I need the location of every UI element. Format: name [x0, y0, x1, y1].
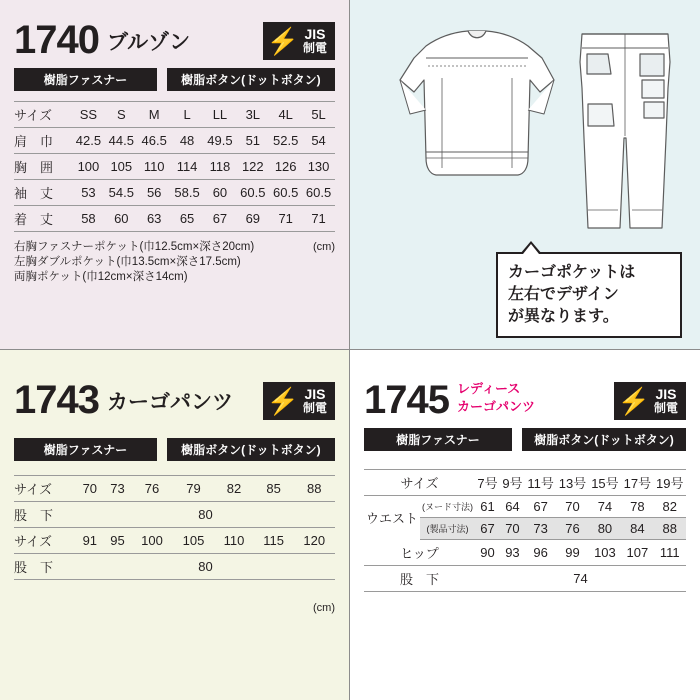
table-row: [14, 180, 335, 206]
pocket-notes-1740: [14, 240, 335, 285]
product-panel-1743: [0, 350, 350, 700]
row-label: サイズ: [14, 102, 72, 128]
cell: 105: [173, 528, 214, 554]
cell: 5L: [302, 102, 335, 128]
cell: 88: [654, 518, 686, 540]
cell: 48: [171, 128, 204, 154]
cell: 73: [525, 518, 556, 540]
jis-antistatic-badge: [263, 382, 335, 420]
product-name: カーゴパンツ: [106, 391, 233, 414]
cell: 100: [72, 154, 105, 180]
cell: 58: [72, 206, 105, 232]
illustration-panel: [350, 0, 700, 350]
callout-line-1: カーゴポケットは: [508, 264, 636, 281]
cell: 52.5: [269, 128, 302, 154]
cell: 107: [621, 540, 653, 566]
row-label-waist: ウエスト: [366, 511, 419, 527]
table-row: [364, 496, 686, 518]
antistatic-label: 制電: [302, 401, 327, 415]
cell: 69: [236, 206, 269, 232]
tag-resin-button: 樹脂ボタン(ドットボタン): [522, 428, 686, 451]
cell: 80: [589, 518, 621, 540]
row-label: 胸 囲: [14, 154, 72, 180]
cell: SS: [72, 102, 105, 128]
jis-label: JIS: [304, 386, 326, 402]
cell: 100: [131, 528, 172, 554]
cell: 17号: [621, 470, 653, 496]
cell: 49.5: [204, 128, 237, 154]
product-number: 1743: [14, 378, 99, 422]
jis-antistatic-badge: [263, 22, 335, 60]
row-label: 股 下: [14, 554, 76, 580]
table-row: [14, 154, 335, 180]
cell: 70: [556, 496, 588, 518]
cell: S: [105, 102, 138, 128]
garment-illustrations: [368, 18, 682, 248]
product-header-1745: [364, 374, 686, 420]
cell: 118: [204, 154, 237, 180]
note-line: 左胸ダブルポケット(巾13.5cm×深さ17.5cm): [14, 256, 241, 268]
jis-antistatic-badge: [614, 382, 686, 420]
cell: 93: [500, 540, 525, 566]
cell: 96: [525, 540, 556, 566]
size-table-1743: [14, 475, 335, 580]
cell: 78: [621, 496, 653, 518]
product-name: ブルゾン: [106, 31, 191, 54]
row-label: サイズ: [14, 476, 76, 502]
feature-tags-1743: [14, 438, 335, 461]
cell: 111: [654, 540, 686, 566]
cell: 122: [236, 154, 269, 180]
row-label: 股 下: [14, 502, 76, 528]
lightning-bolt-icon: ⚡: [617, 386, 650, 416]
product-name-line1: レディース: [456, 381, 521, 396]
product-panel-1740: [0, 0, 350, 350]
tag-resin-fastener: 樹脂ファスナー: [14, 438, 157, 461]
cell: 90: [475, 540, 500, 566]
note-line: 右胸ファスナーポケット(巾12.5cm×深さ20cm): [14, 241, 255, 253]
table-row: [14, 206, 335, 232]
antistatic-label: 制電: [653, 401, 678, 415]
row-label: 着 丈: [14, 206, 72, 232]
callout-line-2: 左右でデザイン: [508, 286, 619, 303]
cell: 61: [475, 496, 500, 518]
unit-label: (cm): [313, 602, 335, 614]
cell: 67: [475, 518, 500, 540]
lightning-bolt-icon: ⚡: [266, 386, 299, 416]
cell: 19号: [654, 470, 686, 496]
cell: 64: [500, 496, 525, 518]
cell: 63: [138, 206, 171, 232]
table-row: [14, 528, 335, 554]
cell: 56: [138, 180, 171, 206]
table-row: [14, 554, 335, 580]
tag-resin-fastener: 樹脂ファスナー: [14, 68, 157, 91]
cell: 85: [254, 476, 294, 502]
cell-merged: 80: [76, 554, 335, 580]
cell: 51: [236, 128, 269, 154]
cell: 53: [72, 180, 105, 206]
callout-line-3: が異なります。: [508, 308, 619, 325]
cell: 76: [556, 518, 588, 540]
row-label: サイズ: [14, 528, 76, 554]
cell: 13号: [556, 470, 588, 496]
cell-merged: 74: [475, 566, 686, 592]
callout-pointer-icon: [520, 241, 542, 254]
row-label: 肩 巾: [14, 128, 72, 154]
jis-label: JIS: [655, 386, 677, 402]
cell: 54: [302, 128, 335, 154]
cell: 91: [76, 528, 104, 554]
cell: 44.5: [105, 128, 138, 154]
jacket-and-pants-illustration: [368, 18, 682, 248]
cell: 70: [76, 476, 104, 502]
product-header-1743: [14, 374, 335, 420]
table-row: [364, 566, 686, 592]
cell: 74: [589, 496, 621, 518]
cell: 65: [171, 206, 204, 232]
cell: LL: [204, 102, 237, 128]
antistatic-label: 制電: [302, 41, 327, 55]
cell: 82: [654, 496, 686, 518]
table-row: [14, 102, 335, 128]
product-name-line2: カーゴパンツ: [456, 399, 535, 414]
cell: 84: [621, 518, 653, 540]
product-number: 1740: [14, 18, 99, 62]
cell: 4L: [269, 102, 302, 128]
table-row: [14, 128, 335, 154]
cell: 99: [556, 540, 588, 566]
size-table-1740: [14, 101, 335, 232]
waist-nude-note: (ヌード寸法): [420, 496, 475, 518]
cell: 11号: [525, 470, 556, 496]
tag-resin-button: 樹脂ボタン(ドットボタン): [167, 438, 335, 461]
cell: 60: [204, 180, 237, 206]
cell: 60.5: [302, 180, 335, 206]
row-label: 袖 丈: [14, 180, 72, 206]
lightning-bolt-icon: ⚡: [266, 26, 299, 56]
cell: 95: [104, 528, 132, 554]
tag-resin-fastener: 樹脂ファスナー: [364, 428, 512, 451]
cell: 110: [138, 154, 171, 180]
cell-merged: 80: [76, 502, 335, 528]
table-row: [364, 540, 686, 566]
cell: 67: [204, 206, 237, 232]
product-number: 1745: [364, 378, 449, 422]
waist-product-note: (製品寸法): [420, 518, 475, 540]
cell: 120: [293, 528, 335, 554]
note-line: 両胸ポケット(巾12cm×深さ14cm): [14, 271, 188, 283]
cell: 54.5: [105, 180, 138, 206]
product-panel-1745: [350, 350, 700, 700]
cell: 67: [525, 496, 556, 518]
jis-label: JIS: [304, 26, 326, 42]
cell: 126: [269, 154, 302, 180]
cell: 79: [173, 476, 214, 502]
row-label-size: サイズ: [364, 470, 475, 496]
cell: 7号: [475, 470, 500, 496]
cell: 73: [104, 476, 132, 502]
cell: 70: [500, 518, 525, 540]
cell: 60: [105, 206, 138, 232]
cell: 9号: [500, 470, 525, 496]
feature-tags-1745: [364, 428, 686, 451]
product-header-1740: [14, 14, 335, 60]
cell: 115: [254, 528, 294, 554]
table-row: [14, 476, 335, 502]
cell: 76: [131, 476, 172, 502]
cell: 114: [171, 154, 204, 180]
cell: 58.5: [171, 180, 204, 206]
cargo-pocket-callout: [496, 252, 682, 338]
cell: 42.5: [72, 128, 105, 154]
cell: 46.5: [138, 128, 171, 154]
cell: M: [138, 102, 171, 128]
cell: 105: [105, 154, 138, 180]
cell: L: [171, 102, 204, 128]
table-row: [14, 502, 335, 528]
cell: 3L: [236, 102, 269, 128]
cell: 130: [302, 154, 335, 180]
cell: 60.5: [236, 180, 269, 206]
unit-label: (cm): [313, 241, 335, 253]
cell: 60.5: [269, 180, 302, 206]
cell: 82: [214, 476, 254, 502]
size-table-1745: [364, 469, 686, 592]
cell: 88: [293, 476, 335, 502]
cell: 71: [269, 206, 302, 232]
cell: 110: [214, 528, 254, 554]
row-label-inseam: 股 下: [364, 566, 475, 592]
cell: 103: [589, 540, 621, 566]
cell: 71: [302, 206, 335, 232]
feature-tags-1740: [14, 68, 335, 91]
tag-resin-button: 樹脂ボタン(ドットボタン): [167, 68, 335, 91]
table-row: [364, 470, 686, 496]
row-label-hip: ヒップ: [364, 540, 475, 566]
cell: 15号: [589, 470, 621, 496]
